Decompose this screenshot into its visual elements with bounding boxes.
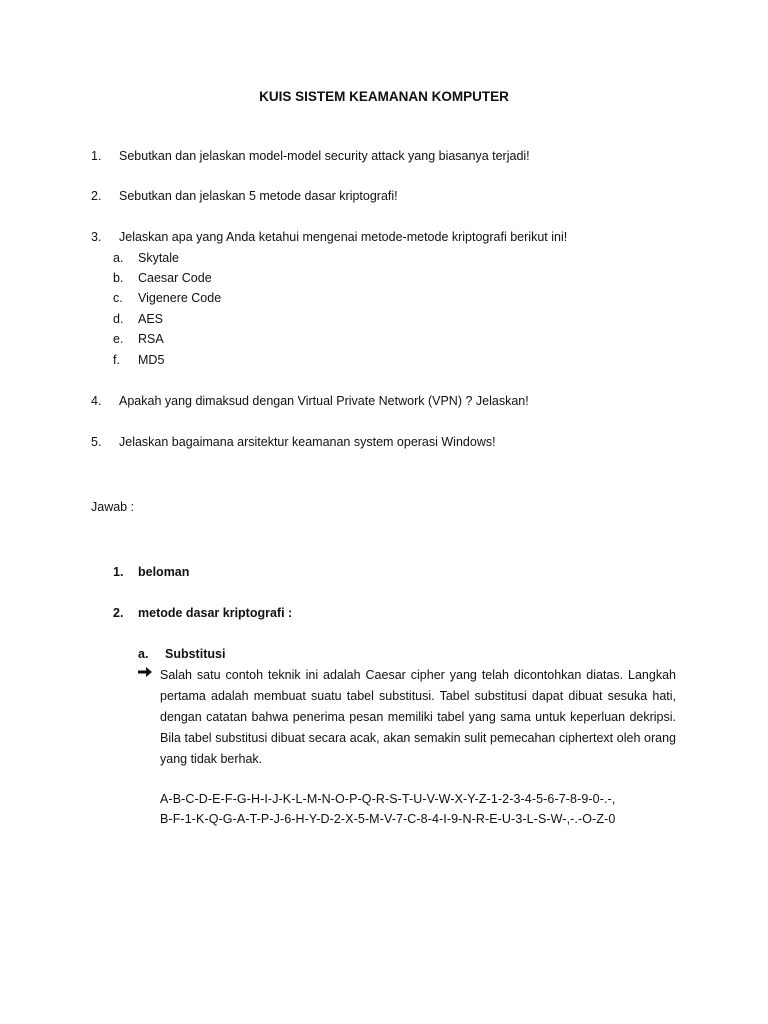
answer-number: 1. <box>113 565 124 579</box>
subitem-letter: d. <box>113 312 124 326</box>
substitution-cipher-row: B-F-1-K-Q-G-A-T-P-J-6-H-Y-D-2-X-5-M-V-7-C-8-4-I-9-N-R-E-U-3-L-S-W-,-.-O-Z-0 <box>160 812 616 826</box>
subitem-text: MD5 <box>138 353 165 367</box>
answer-text: metode dasar kriptografi : <box>138 606 293 620</box>
answer-text: beloman <box>138 565 190 579</box>
subitem-text: Caesar Code <box>138 271 212 285</box>
question-text: Sebutkan dan jelaskan model-model security attack yang biasanya terjadi! <box>119 149 530 163</box>
subitem-letter: e. <box>113 332 124 346</box>
question-number: 2. <box>91 189 102 203</box>
question-text: Apakah yang dimaksud dengan Virtual Private Network (VPN) ? Jelaskan! <box>119 394 529 408</box>
question-text: Jelaskan bagaimana arsitektur keamanan system operasi Windows! <box>119 435 496 449</box>
question-text: Sebutkan dan jelaskan 5 metode dasar kriptografi! <box>119 189 398 203</box>
question-number: 1. <box>91 149 102 163</box>
subitem-letter: c. <box>113 291 123 305</box>
page-title: KUIS SISTEM KEAMANAN KOMPUTER <box>259 89 509 104</box>
question-number: 4. <box>91 394 102 408</box>
substitution-paragraph: Salah satu contoh teknik ini adalah Caesar cipher yang telah dicontohkan diatas. Langkah pertama adalah membuat suatu tabel substitusi. Tabel substitusi dapat dibuat sesuka hati, dengan catatan bahwa penerima pesan memiliki tabel yang sama untuk keperluan dekripsi. Bila tabel substitusi dibuat secara acak, akan semakin sulit pemecahan ciphertext oleh orang yang tidak berhak. <box>160 668 676 766</box>
subitem-letter: b. <box>113 271 124 285</box>
subitem-letter: a. <box>113 251 124 265</box>
answer-label: Jawab : <box>91 500 135 514</box>
arrow-right-icon <box>138 666 152 682</box>
subsection-title: Substitusi <box>165 647 226 661</box>
subitem-letter: f. <box>113 353 120 367</box>
question-text: Jelaskan apa yang Anda ketahui mengenai metode-metode kriptografi berikut ini! <box>119 230 568 244</box>
question-number: 3. <box>91 230 102 244</box>
subitem-text: AES <box>138 312 164 326</box>
question-number: 5. <box>91 435 102 449</box>
answer-number: 2. <box>113 606 124 620</box>
subitem-text: RSA <box>138 332 164 346</box>
subsection-letter: a. <box>138 647 149 661</box>
subitem-text: Skytale <box>138 251 179 265</box>
subitem-text: Vigenere Code <box>138 291 222 305</box>
substitution-plain-row: A-B-C-D-E-F-G-H-I-J-K-L-M-N-O-P-Q-R-S-T-U-V-W-X-Y-Z-1-2-3-4-5-6-7-8-9-0-.-, <box>160 792 616 806</box>
